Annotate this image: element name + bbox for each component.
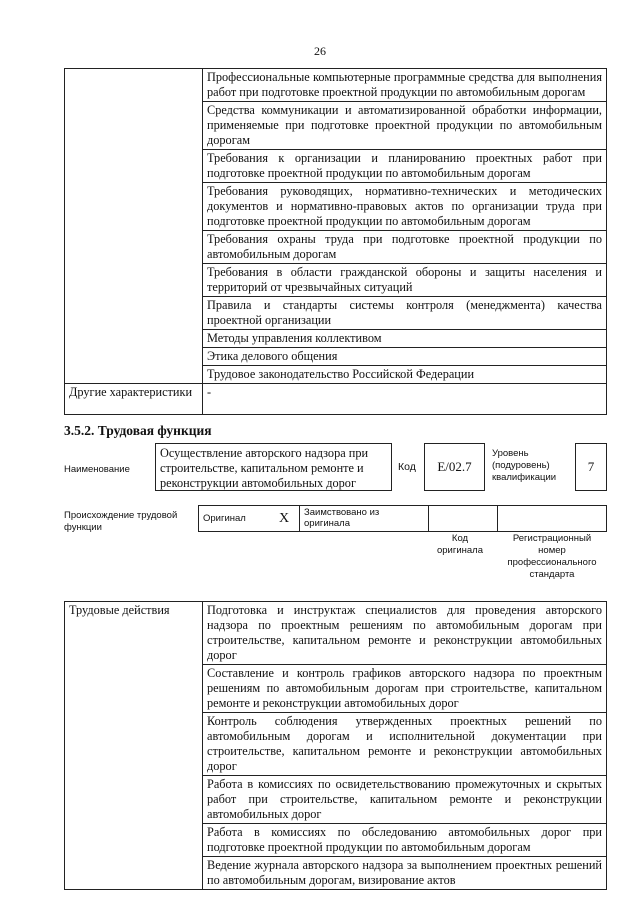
code-label: Код: [398, 461, 416, 473]
table2-row: Подготовка и инструктаж специалистов для проведения авторского надзора по проектным решениям по автомобильным дорогам при строительстве, капитальном ремонте и реконструкции автомобильных дорог: [203, 602, 607, 665]
code-value: E/02.7: [437, 459, 472, 474]
table2-row: Работа в комиссиях по обследованию автомобильных дорог при подготовке проектной продукции по автомобильным дорогам: [203, 824, 607, 857]
table1-row: Правила и стандарты системы контроля (менеджмента) качества проектной организации: [203, 297, 607, 330]
table1-row: Этика делового общения: [203, 348, 607, 366]
table1-row: Методы управления коллективом: [203, 330, 607, 348]
table1-row: Средства коммуникации и автоматизированной обработки информации, применяемые при подготовке проектной продукции по автомобильным дорогам: [203, 102, 607, 150]
section-heading: 3.5.2. Трудовая функция: [64, 423, 212, 438]
table1-row: Профессиональные компьютерные программные средства для выполнения работ при подготовке проектной продукции по автомобильным дорогам: [203, 69, 607, 102]
table1-row: Трудовое законодательство Российской Федерации: [203, 366, 607, 384]
table1-row: Требования руководящих, нормативно-технических и методических документов и нормативно-правовых актов по организации труда при подготовке проектной продукции по автомобильным дорогам: [203, 183, 607, 231]
code-original-cell: [429, 506, 498, 532]
table2-row: Составление и контроль графиков авторского надзора по проектным решениям по автомобильным дорогам при строительстве, капитальном ремонте и реконструкции автомобильных дорог: [203, 665, 607, 713]
reg-number-cell: [498, 506, 607, 532]
other-characteristics-value: -: [203, 384, 607, 415]
name-label: Наименование: [64, 464, 130, 475]
code-value-box: [424, 443, 485, 491]
original-label: Оригинал: [199, 506, 270, 532]
level-label: Уровень (подуровень) квалификации: [492, 448, 557, 483]
other-characteristics-label: Другие характеристики: [65, 384, 203, 415]
origin-table: [198, 505, 607, 532]
reg-number-caption: Регистрационный номер профессионального стандарта: [507, 533, 597, 580]
table1-row: Требования к организации и планированию проектных работ при подготовке проектной продукции по автомобильным дорогам: [203, 150, 607, 183]
original-mark: X: [269, 506, 300, 532]
table1-left-cell: [65, 69, 203, 384]
table1-row: Требования в области гражданской обороны и защиты населения и территорий от чрезвычайных ситуаций: [203, 264, 607, 297]
table2-row: Работа в комиссиях по освидетельствованию промежуточных и скрытых работ при строительстве, капитальном ремонте и реконструкции автомобильных дорог: [203, 776, 607, 824]
level-value: 7: [587, 459, 595, 474]
labor-actions-label: Трудовые действия: [65, 602, 203, 890]
labor-actions-table: [64, 601, 607, 890]
table2-row: Контроль соблюдения утвержденных проектных решений по автомобильным дорогам и исполнительной документации при строительстве, капитальном ремонте и реконструкции автомобильных дорог: [203, 713, 607, 776]
page-number: 26: [314, 44, 326, 58]
borrowed-label: Заимствовано из оригинала: [300, 506, 429, 532]
table2-row: Ведение журнала авторского надзора за выполнением проектных решений по автомобильным дорогам, визирование актов: [203, 857, 607, 890]
code-original-caption: Код оригинала: [436, 533, 483, 556]
origin-label: Происхождение трудовой функции: [64, 510, 178, 533]
table1-row: Требования охраны труда при подготовке проектной продукции по автомобильным дорогам: [203, 231, 607, 264]
name-value-box: [155, 443, 392, 491]
knowledge-table: [64, 68, 607, 415]
level-value-box: [575, 443, 607, 491]
name-value: Осуществление авторского надзора при строительстве, капитальном ремонте и реконструкции автомобильных дорог: [160, 446, 369, 490]
